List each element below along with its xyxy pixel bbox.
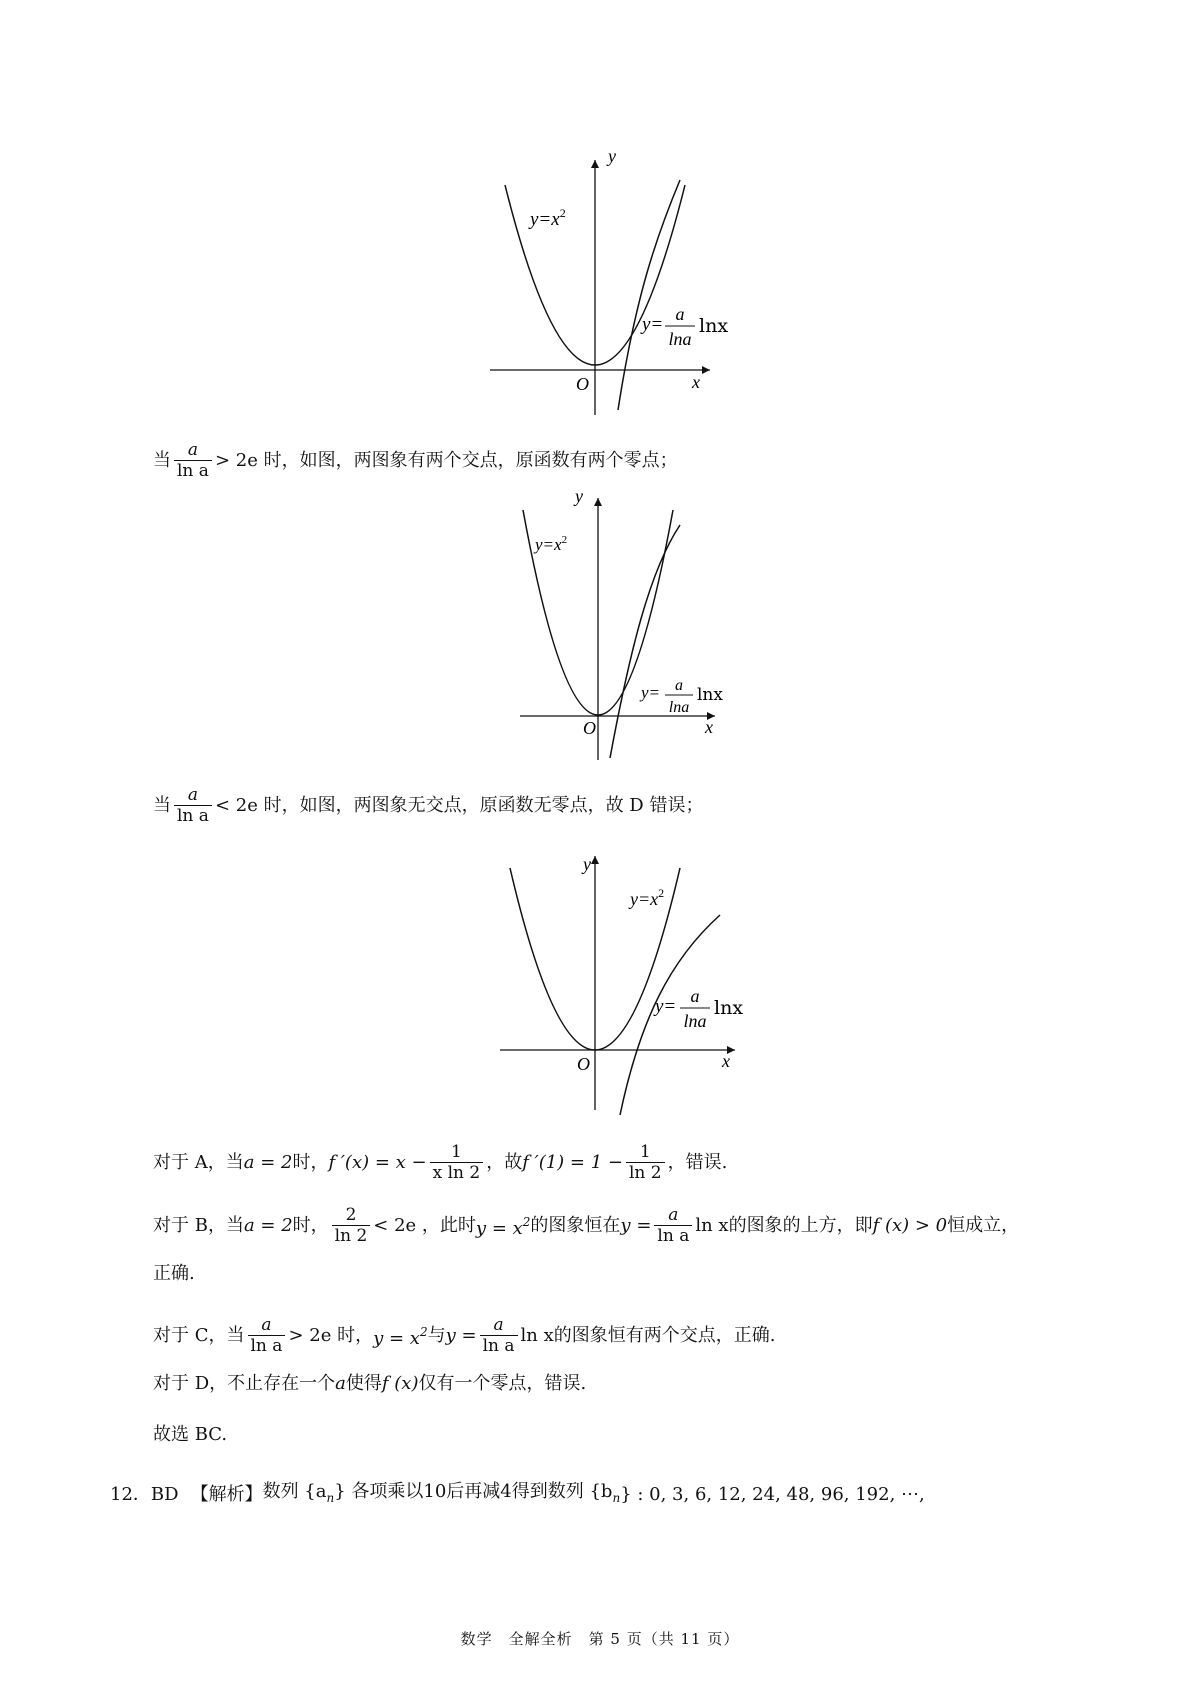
fraction-denominator: ln a [654, 1225, 692, 1246]
log-label-num: a [675, 677, 683, 694]
option-b-text-6: 的图象恒在 [530, 1214, 621, 1236]
option-b-text-8: ln x [695, 1214, 729, 1236]
option-a-text-3: 时， [292, 1151, 329, 1173]
log-curve [618, 180, 680, 410]
x-axis-label: x [705, 717, 713, 737]
option-d-text-4: f (x) [381, 1373, 419, 1394]
option-a-text-5: ，故 [486, 1151, 523, 1173]
log-label-lhs: y= [641, 683, 661, 702]
fraction-numerator: a [261, 1315, 272, 1335]
option-c-text-6: ln x [520, 1324, 554, 1346]
fraction-denominator: ln a [174, 805, 212, 826]
case-less-pre: 当 [153, 794, 171, 816]
x-axis-label: x [692, 372, 700, 392]
case-less-fraction [174, 785, 212, 826]
y-axis-label: y [608, 146, 616, 166]
y-axis-arrow-icon [591, 856, 599, 864]
fraction-denominator: x ln 2 [430, 1162, 484, 1183]
option-b-inequality: f (x) > 0 [872, 1214, 948, 1236]
option-a-derivative-value: f ′(1) = 1 − [522, 1151, 623, 1173]
log-curve [610, 525, 680, 758]
option-a-fraction-1 [430, 1142, 484, 1183]
fraction-denominator: ln a [480, 1335, 518, 1356]
question-12-text-3: } : 0, 3, 6, 12, 24, 48, 96, 192, ⋯, [620, 1484, 925, 1505]
option-b-text-7: y = [620, 1214, 652, 1236]
graph-1-svg [480, 146, 729, 420]
option-c-paragraph [153, 1315, 775, 1356]
fraction-denominator: ln a [174, 460, 212, 481]
option-c-text-1: 对于 C，当 [153, 1324, 245, 1346]
log-label-num: a [690, 986, 700, 1006]
origin-label: O [583, 718, 596, 738]
case-less-paragraph [153, 785, 703, 826]
fraction-denominator: ln 2 [626, 1162, 665, 1183]
answer-line: 故选 BC. [153, 1424, 228, 1445]
x-axis-arrow-icon [702, 366, 710, 374]
fraction-numerator: 1 [639, 1142, 651, 1162]
question-12-tag: 【解析】 [190, 1484, 263, 1505]
case-less-post: < 2e 时，如图，两图象无交点，原函数无零点，故 D 错误； [214, 794, 704, 816]
graph-2-svg [515, 486, 735, 760]
option-c-fraction-1 [248, 1315, 286, 1356]
option-b-text-1: 对于 B，当 [153, 1214, 244, 1236]
origin-label: O [577, 1054, 590, 1074]
option-b-paragraph [153, 1205, 1019, 1246]
fraction-numerator: a [187, 785, 199, 805]
question-12-text-1: 数列 {$a_n$ [262, 1481, 335, 1505]
case-greater-paragraph [153, 440, 678, 481]
fraction-numerator: 2 [345, 1205, 357, 1225]
option-a-text-2: a = 2 [243, 1151, 293, 1173]
option-c-parabola: $y = x^2$ [373, 1325, 428, 1349]
option-d-text-3: 使得 [345, 1373, 382, 1394]
log-label-rhs: lnx [697, 685, 723, 705]
case-greater-pre: 当 [153, 449, 171, 471]
option-c-text-5: y = [445, 1324, 477, 1346]
graph-no-intersection [495, 850, 755, 1120]
question-12-paragraph [110, 1480, 925, 1510]
option-a-text-1: 对于 A，当 [153, 1151, 244, 1173]
option-a-text-7: ，错误. [667, 1151, 728, 1173]
y-axis-label: y [575, 486, 583, 506]
fraction-numerator: 1 [451, 1142, 462, 1162]
option-d-paragraph [153, 1372, 586, 1396]
question-12-text-2: } 各项乘以10后再减4得到数列 {$b_n$ [334, 1481, 621, 1505]
option-c-text-7: 的图象恒有两个交点，正确. [553, 1324, 776, 1346]
page-footer: 数学 全解全析 第 5 页（共 11 页） [460, 1630, 740, 1648]
question-12-number: 12．BD [110, 1484, 179, 1505]
parabola-label: $y=x^2$ [630, 886, 665, 909]
log-label-den: lna [668, 329, 692, 349]
option-a-paragraph [153, 1142, 727, 1183]
fraction-numerator: a [493, 1315, 504, 1335]
log-label-num: a [675, 304, 685, 324]
graph-3-svg [495, 850, 755, 1120]
graph-two-intersections [515, 486, 735, 760]
option-b-text-2: a = 2 [243, 1214, 293, 1236]
y-axis-label: y [583, 854, 591, 874]
fraction-numerator: a [187, 440, 199, 460]
log-label-rhs: lnx [699, 315, 729, 337]
log-label-rhs: lnx [714, 997, 744, 1019]
option-b-text-3: 时， [292, 1214, 329, 1236]
log-label-den: lna [668, 699, 690, 716]
log-label-lhs: y= [655, 996, 677, 1017]
option-b-fraction-2 [654, 1205, 692, 1246]
option-b-text-4: < 2e ，此时 [373, 1214, 476, 1236]
y-axis-arrow-icon [591, 160, 599, 168]
option-b-text-11: 恒成立， [947, 1214, 1020, 1236]
x-axis-label: x [722, 1051, 730, 1071]
case-greater-fraction [174, 440, 212, 481]
option-b-line-2: 正确. [153, 1263, 195, 1284]
origin-label: O [576, 374, 589, 394]
fraction-denominator: ln a [248, 1335, 286, 1356]
log-label-lhs: y= [642, 314, 664, 335]
option-c-text-2: > 2e 时， [288, 1324, 374, 1346]
option-c-fraction-2 [480, 1315, 518, 1356]
fraction-numerator: a [668, 1205, 679, 1225]
option-b-fraction-1 [332, 1205, 371, 1246]
option-a-derivative: f ′(x) = x − [328, 1151, 427, 1173]
option-d-text-2: a [335, 1373, 346, 1394]
graph-two-intersections-tangent [480, 146, 729, 420]
fraction-denominator: ln 2 [332, 1225, 371, 1246]
option-d-text-1: 对于 D，不止存在一个 [153, 1373, 336, 1394]
option-d-text-5: 仅有一个零点，错误. [418, 1373, 587, 1394]
log-label-den: lna [683, 1011, 707, 1031]
option-a-fraction-2 [626, 1142, 665, 1183]
option-b-parabola: $y = x^2$ [475, 1215, 531, 1239]
y-axis-arrow-icon [594, 498, 602, 506]
option-b-text-9: 的图象的上方，即 [728, 1214, 873, 1236]
parabola-label: $y=x^2$ [530, 206, 566, 230]
option-c-text-4: 与 [427, 1324, 446, 1346]
case-greater-post: > 2e 时，如图，两图象有两个交点，原函数有两个零点； [214, 449, 678, 471]
parabola-label: $y=x^2$ [535, 534, 568, 554]
